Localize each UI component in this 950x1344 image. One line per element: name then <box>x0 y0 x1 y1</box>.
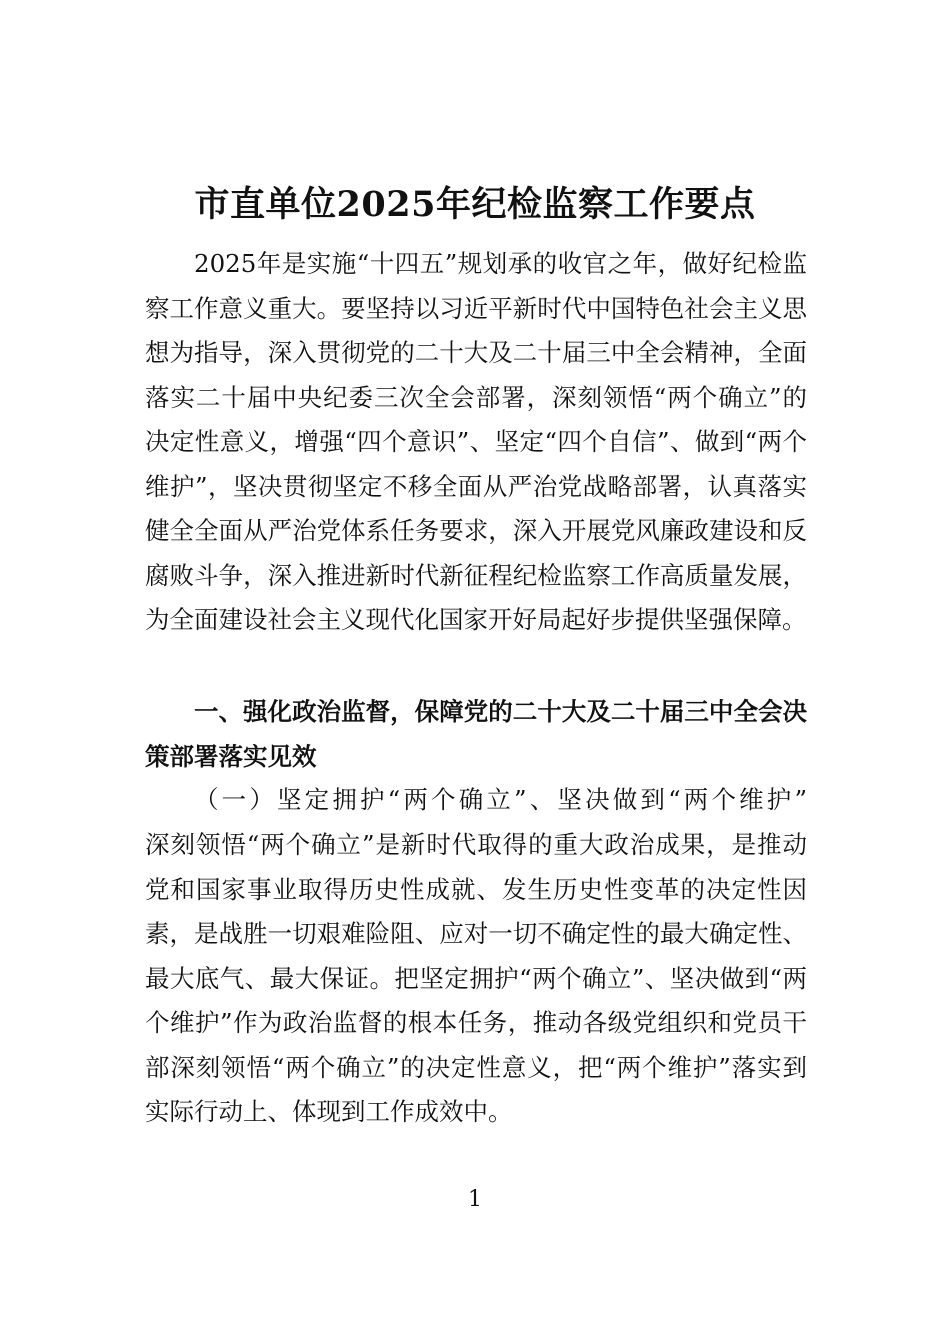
subsection-1-paragraph: 深刻领悟“两个确立”是新时代取得的重大政治成果，是推动党和国家事业取得历史性成就、发生历史性变革的决定性因素，是战胜一切艰难险阻、应对一切不确定性的最大确定性、最大底气、最大保证。把坚定拥护“两个确立”、坚决做到“两个维护”作为政治监督的根本任务，推动各级党组织和党员干部深刻领悟“两个确立”的决定性意义，把“两个维护”落实到实际行动上、体现到工作成效中。 <box>145 830 807 1126</box>
intro-paragraph: 2025年是实施“十四五”规划承的收官之年，做好纪检监察工作意义重大。要坚持以习近平新时代中国特色社会主义思想为指导，深入贯彻党的二十大及二十届三中全会精神，全面落实二十届中央纪委三次全会部署，深刻领悟“两个确立”的决定性意义，增强“四个意识”、坚定“四个自信”、做到“两个维护”，坚决贯彻坚定不移全面从严治党战略部署，认真落实健全全面从严治党体系任务要求，深入开展党风廉政建设和反腐败斗争，深入推进新时代新征程纪检监察工作高质量发展，为全面建设社会主义现代化国家开好局起好步提供坚强保障。 <box>145 249 807 634</box>
subsection-1-heading: （一）坚定拥护“两个确立”、坚决做到“两个维护” <box>194 785 807 814</box>
page-title: 市直单位2025年纪检监察工作要点 <box>194 184 756 225</box>
section-1-heading: 一、强化政治监督，保障党的二十大及二十届三中全会决策部署落实见效 <box>145 697 807 771</box>
page-number: 1 <box>468 1187 482 1212</box>
